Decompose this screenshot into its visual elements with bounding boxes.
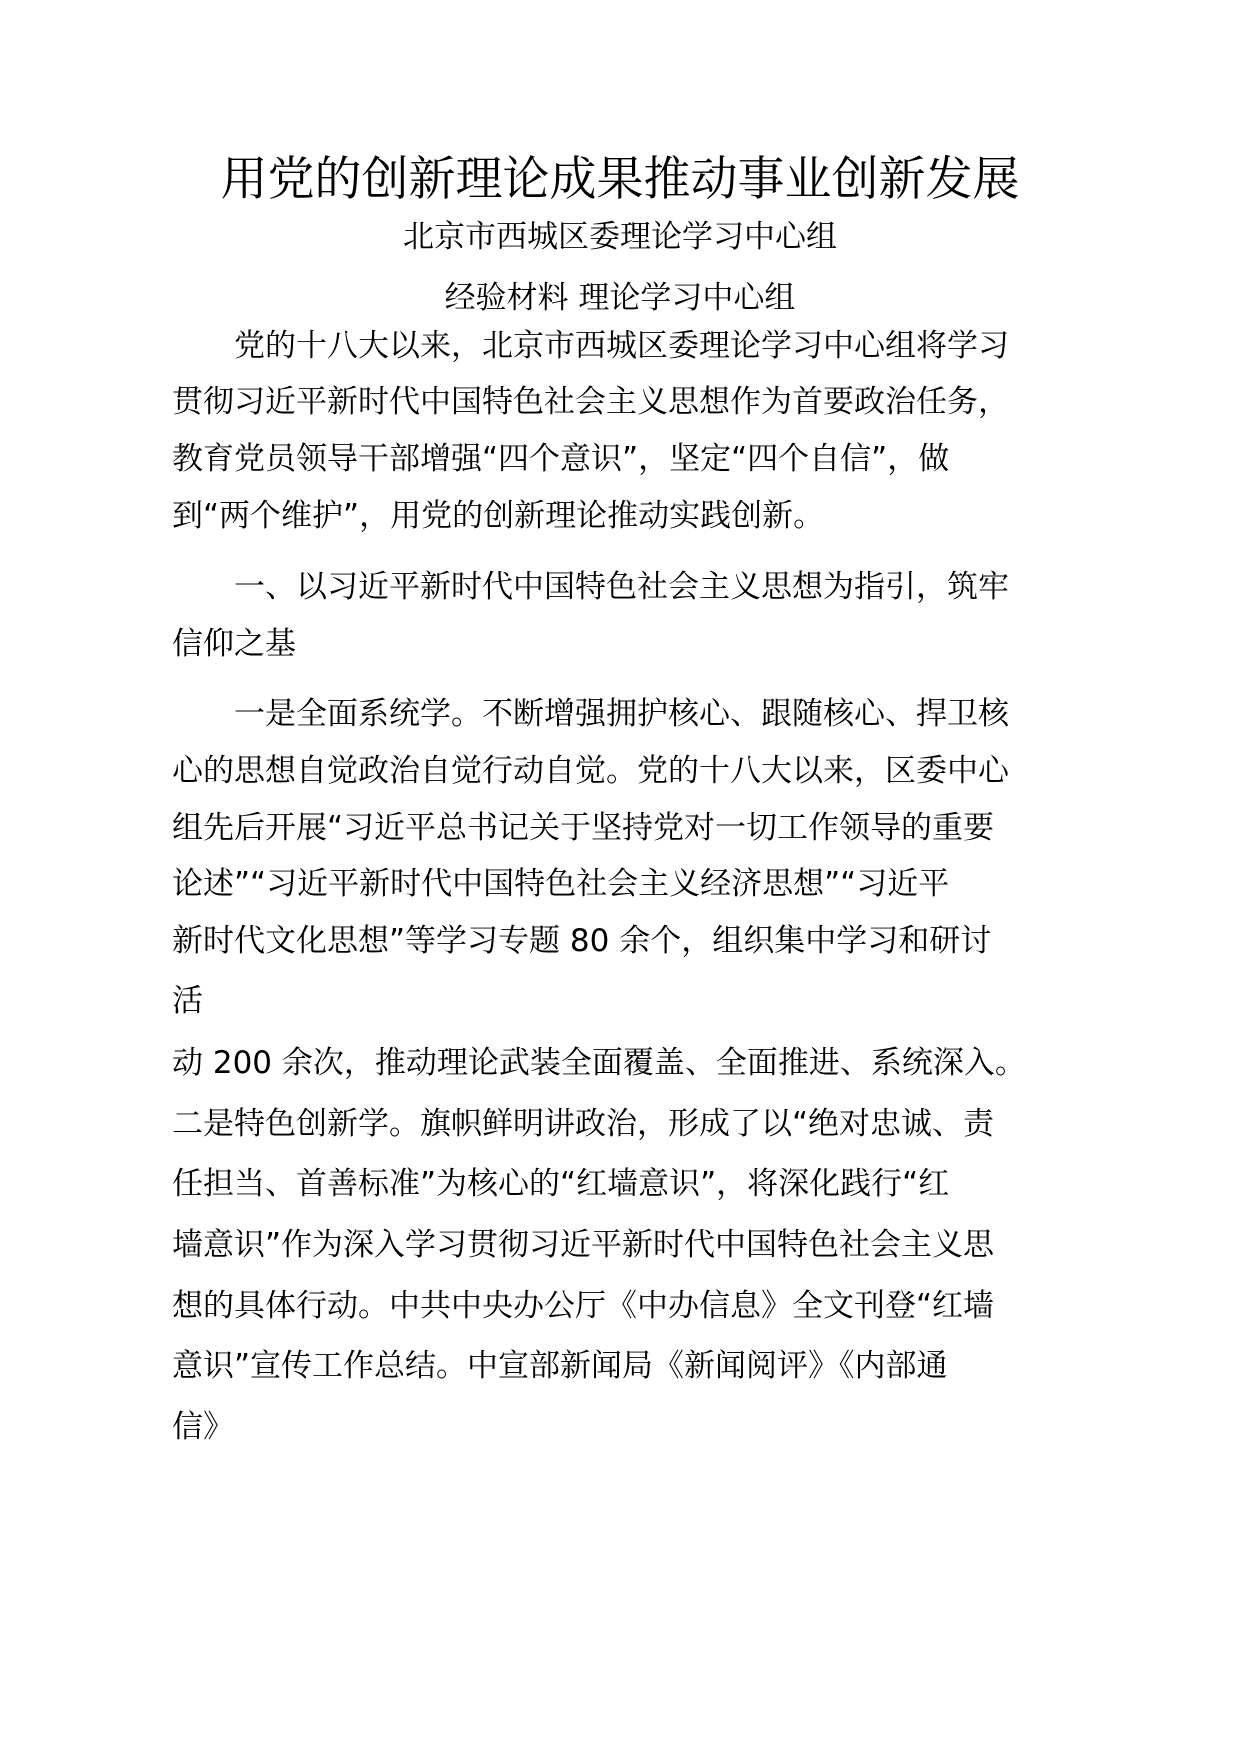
- section-heading-line: 一、以习近平新时代中国特色社会主义思想为指引，筑牢: [172, 569, 1009, 605]
- body-line: 新时代文化思想”等学习专题 80 余个，组织集中学习和研讨: [172, 923, 992, 959]
- body-line: 党的十八大以来，北京市西城区委理论学习中心组将学习: [172, 328, 1009, 364]
- document-subtitle-category: 经验材料 理论学习中心组: [444, 280, 796, 316]
- body-line: 二是特色创新学。旗帜鲜明讲政治，形成了以“绝对忠诚、责: [172, 1106, 995, 1142]
- body-line: 组先后开展“习近平总书记关于坚持党对一切工作领导的重要: [172, 810, 995, 846]
- body-line: 贯彻习近平新时代中国特色社会主义思想作为首要政治任务，: [172, 384, 1009, 420]
- body-line: 教育党员领导干部增强“四个意识”，坚定“四个自信”，做: [172, 441, 950, 477]
- body-line: 意识”宣传工作总结。中宣部新闻局《新闻阅评》《内部通: [172, 1348, 948, 1384]
- body-line: 任担当、首善标准”为核心的“红墙意识”，将深化践行“红: [172, 1166, 950, 1202]
- body-line: 到“两个维护”，用党的创新理论推动实践创新。: [172, 498, 825, 534]
- body-line: 动 200 余次，推动理论武装全面覆盖、全面推进、系统深入。: [172, 1045, 1026, 1081]
- body-line: 信》: [172, 1409, 234, 1445]
- body-line: 想的具体行动。中共中央办公厅《中办信息》全文刊登“红墙: [172, 1288, 995, 1324]
- body-line: 论述”“习近平新时代中国特色社会主义经济思想”“习近平: [172, 866, 950, 902]
- document-title: 用党的创新理论成果推动事业创新发展: [220, 152, 1020, 207]
- body-line: 墙意识”作为深入学习贯彻习近平新时代中国特色社会主义思: [172, 1227, 995, 1263]
- body-line: 心的思想自觉政治自觉行动自觉。党的十八大以来，区委中心: [172, 753, 1009, 789]
- body-line: 一是全面系统学。不断增强拥护核心、跟随核心、捍卫核: [172, 696, 1009, 732]
- section-heading-line: 信仰之基: [172, 626, 296, 662]
- body-line: 活: [172, 983, 203, 1019]
- document-subtitle-author: 北京市西城区委理论学习中心组: [403, 219, 837, 255]
